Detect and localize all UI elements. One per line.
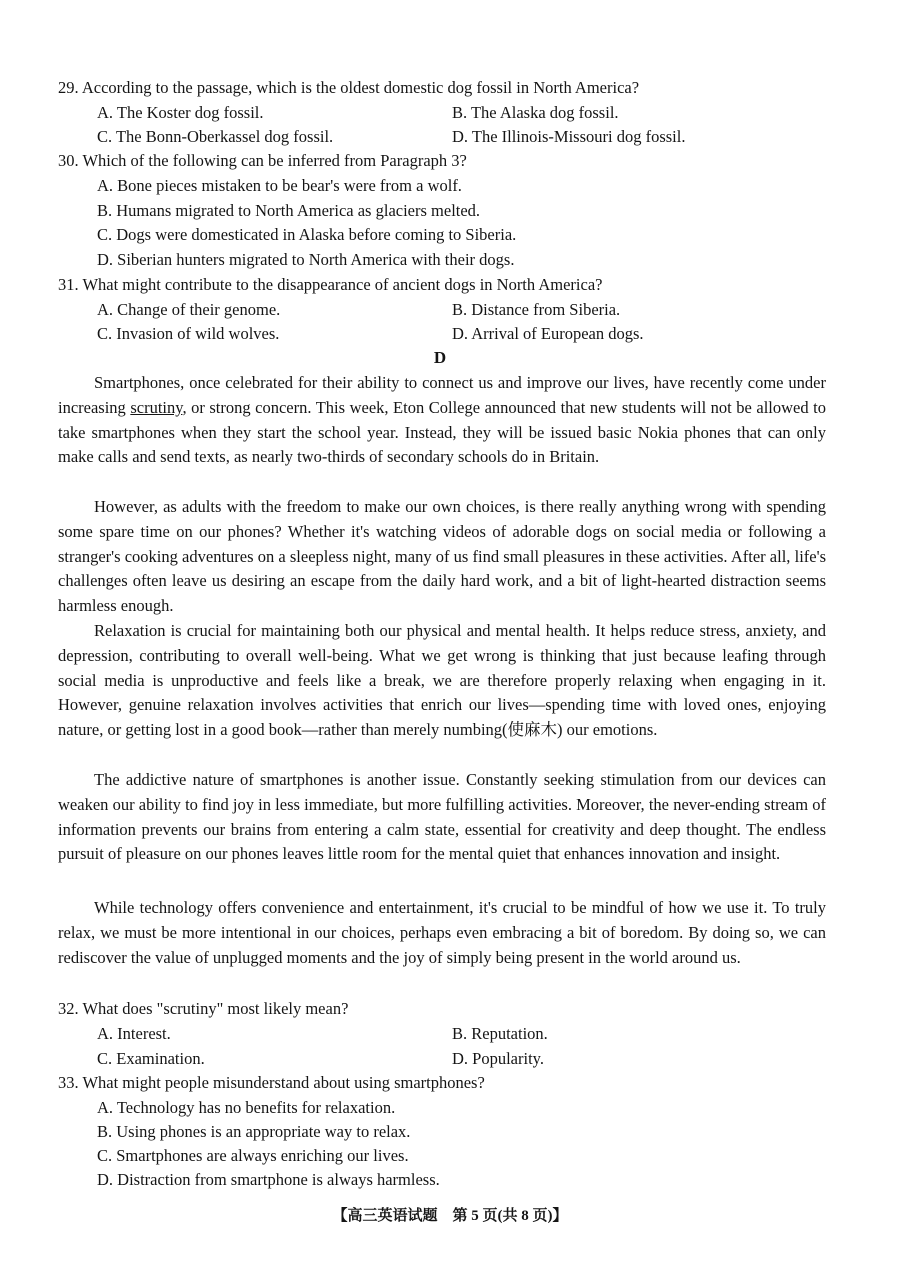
question-31-option-a: A. Change of their genome. xyxy=(97,300,281,319)
passage-paragraph-2: However, as adults with the freedom to make our own choices, is there really anything wrong with spending some spare time on our phones? Whether it's watching videos of adorable dogs on social media or following a stranger's cooking adventures on a sleepless night, many of us find small pleasures in these activities. After all, life's challenges often leave us desiring an escape from the daily hard work, and a bit of light-hearted distraction seems harmless enough. xyxy=(58,497,826,616)
passage-paragraph-1-end: , or strong concern. This week, Eton College announced that new students will not be allowed to take smartphones when they start the school year. Instead, they will be issued basic Nokia phones that can only make calls and send texts, as nearly two-thirds of secondary schools do in Britain. xyxy=(58,397,826,467)
question-29-stem: 29. According to the passage, which is the oldest domestic dog fossil in North America? xyxy=(58,78,640,97)
question-33-stem: 33. What might people misunderstand about using smartphones? xyxy=(58,1073,485,1092)
question-31-option-d: D. Arrival of European dogs. xyxy=(452,324,644,343)
question-31-option-b: B. Distance from Siberia. xyxy=(452,300,621,319)
question-31-option-c: C. Invasion of wild wolves. xyxy=(97,324,280,343)
passage-paragraph-5: While technology offers convenience and entertainment, it's crucial to be mindful of how we use it. To truly relax, we must be more intentional in our choices, perhaps even embracing a bit of boredom. By doing so, we can rediscover the value of unplugged moments and the joy of simply being present in the world around us. xyxy=(58,898,826,967)
question-30-option-c: C. Dogs were domesticated in Alaska before coming to Siberia. xyxy=(97,225,517,244)
page-footer: 【高三英语试题 第 5 页(共 8 页)】 xyxy=(332,1208,568,1224)
question-33-option-c: C. Smartphones are always enriching our lives. xyxy=(97,1146,409,1165)
question-29-option-b: B. The Alaska dog fossil. xyxy=(452,103,619,122)
question-32-option-a: A. Interest. xyxy=(97,1024,171,1043)
question-31-stem: 31. What might contribute to the disappearance of ancient dogs in North America? xyxy=(58,275,603,294)
passage-paragraph-1 xyxy=(58,371,826,470)
question-33-option-d: D. Distraction from smartphone is always harmless. xyxy=(97,1170,440,1189)
question-30-option-a: A. Bone pieces mistaken to be bear's were from a wolf. xyxy=(97,176,462,195)
question-32-option-b: B. Reputation. xyxy=(452,1024,548,1043)
question-33-option-b: B. Using phones is an appropriate way to relax. xyxy=(97,1122,411,1141)
question-32-stem: 32. What does "scrutiny" most likely mean? xyxy=(58,999,349,1018)
question-30-option-b: B. Humans migrated to North America as glaciers melted. xyxy=(97,201,481,220)
question-33-option-a: A. Technology has no benefits for relaxation. xyxy=(97,1098,396,1117)
question-32-option-c: C. Examination. xyxy=(97,1049,205,1068)
passage-paragraph-1-start: Smartphones, once celebrated for their ability to connect us and improve our lives, have recently come under increasing xyxy=(58,373,826,417)
passage-paragraph-4: The addictive nature of smartphones is another issue. Constantly seeking stimulation from our devices can weaken our ability to find joy in less immediate, but more fulfilling activities. Moreover, the never-ending stream of information prevents our brains from entering a calm state, essential for creativity and deep thought. The endless pursuit of pleasure on our phones leaves little room for the mental quiet that enhances innovation and insight. xyxy=(58,770,826,864)
underlined-word-scrutiny: scrutiny xyxy=(130,397,183,417)
question-30-stem: 30. Which of the following can be inferred from Paragraph 3? xyxy=(58,151,467,170)
question-29-option-d: D. The Illinois-Missouri dog fossil. xyxy=(452,127,686,146)
question-30-option-d: D. Siberian hunters migrated to North America with their dogs. xyxy=(97,250,515,269)
passage-paragraph-3: Relaxation is crucial for maintaining both our physical and mental health. It helps reduce stress, anxiety, and depression, contributing to overall well-being. What we get wrong is thinking that just because leafing through social media is unproductive and feels like a break, we are therefore properly relaxing when engaging in it. However, genuine relaxation involves activities that enrich our lives—spending time with loved ones, enjoying nature, or getting lost in a good book—rather than merely numbing(使麻木) our emotions. xyxy=(58,621,826,740)
question-29-option-c: C. The Bonn-Oberkassel dog fossil. xyxy=(97,127,334,146)
question-29-option-a: A. The Koster dog fossil. xyxy=(97,103,264,122)
question-32-option-d: D. Popularity. xyxy=(452,1049,544,1068)
section-label: D xyxy=(433,348,447,367)
